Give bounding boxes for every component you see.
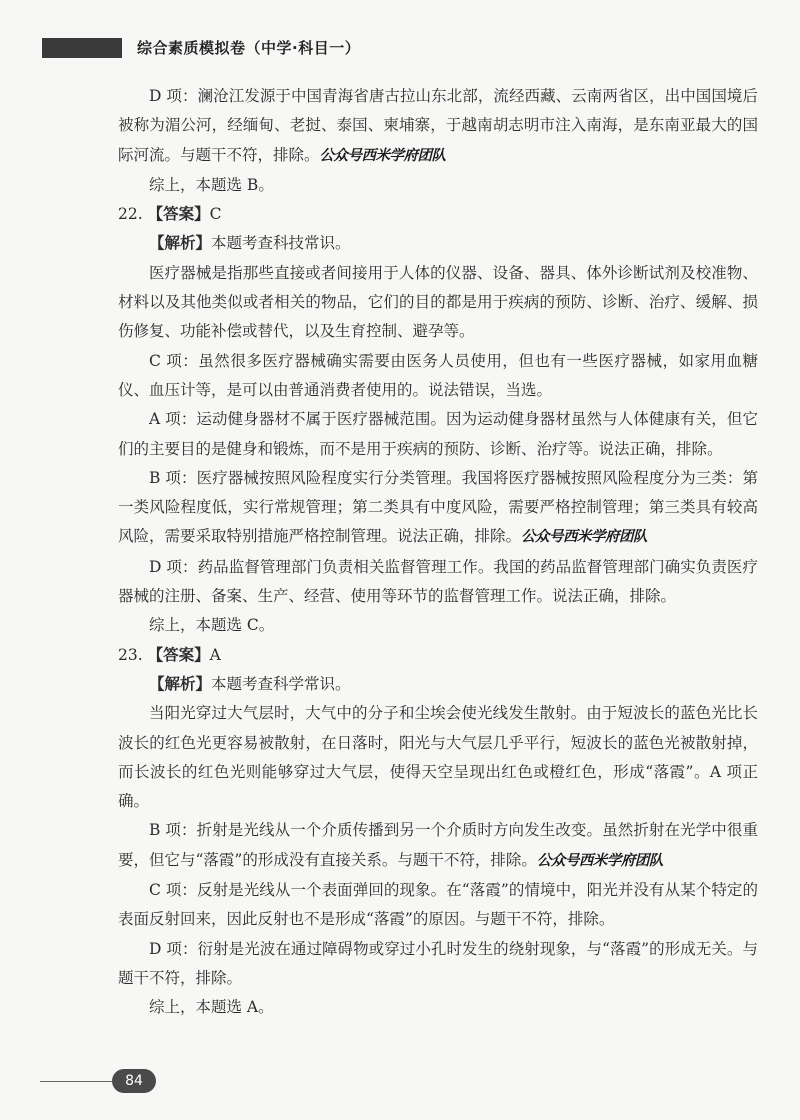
explanation-paragraph	[118, 347, 758, 406]
answer-value: A	[209, 645, 221, 664]
paragraph-text: B 项：折射是光线从一个介质传播到另一个介质时方向发生改变。虽然折射在光学中很重要，但它与“落霞”的形成没有直接关系。与题干不符，排除。	[118, 821, 758, 869]
paragraph-text: 综上，本题选 A。	[149, 998, 274, 1017]
answer-label: 【答案】	[147, 645, 210, 664]
paragraph-text: B 项：医疗器械按照风险程度实行分类管理。我国将医疗器械按照风险程度分为三类：第一类风险程度低，实行常规管理；第二类具有中度风险，需要严格控制管理；第三类具有较高风险，需要采取特别措施严格控制管理。说法正确，排除。	[118, 468, 758, 546]
footer-rule	[40, 1081, 112, 1082]
paragraph-text: 综上，本题选 C。	[149, 616, 275, 635]
handwritten-watermark: 公众号西米学府团队	[521, 529, 648, 546]
paragraph-text: A 项：运动健身器材不属于医疗器械范围。因为运动健身器材虽然与人体健康有关，但它们的主要目的是健身和锻炼，而不是用于疾病的预防、诊断、治疗等。说法正确，排除。	[118, 410, 758, 458]
explanation-paragraph	[118, 993, 758, 1022]
analysis-line	[118, 229, 758, 258]
explanation-paragraph	[118, 464, 758, 553]
explanation-paragraph	[118, 816, 758, 876]
explanation-paragraph	[118, 405, 758, 464]
explanation-paragraph	[118, 82, 758, 171]
analysis-text: 本题考查科技常识。	[211, 234, 351, 253]
answer-line	[118, 200, 758, 229]
question-number: 23.	[118, 645, 143, 664]
explanation-paragraph	[118, 259, 758, 347]
analysis-line	[118, 670, 758, 699]
analysis-text: 本题考查科学常识。	[211, 674, 351, 693]
handwritten-watermark: 公众号西米学府团队	[319, 147, 446, 164]
paragraph-text: 医疗器械是指那些直接或者间接用于人体的仪器、设备、器具、体外诊断试剂及校准物、材料以及其他类似或者相关的物品，它们的目的都是用于疾病的预防、诊断、治疗、缓解、损伤修复、功能补偿或替代，以及生育控制、避孕等。	[118, 263, 758, 341]
explanation-paragraph	[118, 935, 758, 994]
question-number: 22.	[118, 205, 143, 224]
analysis-label: 【解析】	[149, 234, 212, 253]
paragraph-text: 当阳光穿过大气层时，大气中的分子和尘埃会使光线发生散射。由于短波长的蓝色光比长波长的红色光更容易被散射，在日落时，阳光与大气层几乎平行，短波长的蓝色光被散射掉，而长波长的红色光则能够穿过大气层，使得天空呈现出红色或橙红色，形成“落霞”。A 项正确。	[118, 704, 758, 811]
paragraph-text: C 项：虽然很多医疗器械确实需要由医务人员使用，但也有一些医疗器械，如家用血糖仪、血压计等，是可以由普通消费者使用的。说法错误，当选。	[118, 351, 758, 399]
paragraph-text: D 项：衍射是光波在通过障碍物或穿过小孔时发生的绕射现象，与“落霞”的形成无关。与题干不符，排除。	[118, 939, 758, 987]
explanation-paragraph	[118, 699, 758, 816]
answer-label: 【答案】	[147, 205, 210, 224]
paragraph-text: 综上，本题选 B。	[149, 175, 274, 194]
answer-explanations	[118, 82, 758, 1023]
explanation-paragraph	[118, 171, 758, 200]
paragraph-text: C 项：反射是光线从一个表面弹回的现象。在“落霞”的情境中，阳光并没有从某个特定的表面反射回来，因此反射也不是形成“落霞”的原因。与题干不符，排除。	[118, 881, 758, 929]
explanation-paragraph	[118, 876, 758, 935]
explanation-paragraph	[118, 611, 758, 640]
explanation-paragraph	[118, 553, 758, 612]
answer-value: C	[209, 205, 222, 224]
page-number: 84	[112, 1069, 156, 1093]
paragraph-text: D 项：澜沧江发源于中国青海省唐古拉山东北部，流经西藏、云南两省区，出中国国境后被称为湄公河，经缅甸、老挝、泰国、柬埔寨，于越南胡志明市注入南海，是东南亚最大的国际河流。与题干不符，排除。	[118, 87, 758, 164]
answer-line	[118, 641, 758, 670]
page-header-title: 综合素质模拟卷（中学·科目一）	[137, 39, 361, 57]
header-decoration-bar	[42, 38, 122, 58]
handwritten-watermark: 公众号西米学府团队	[536, 852, 663, 869]
paragraph-text: D 项：药品监督管理部门负责相关监督管理工作。我国的药品监督管理部门确实负责医疗器械的注册、备案、生产、经营、使用等环节的监督管理工作。说法正确，排除。	[118, 557, 758, 606]
analysis-label: 【解析】	[149, 674, 212, 693]
